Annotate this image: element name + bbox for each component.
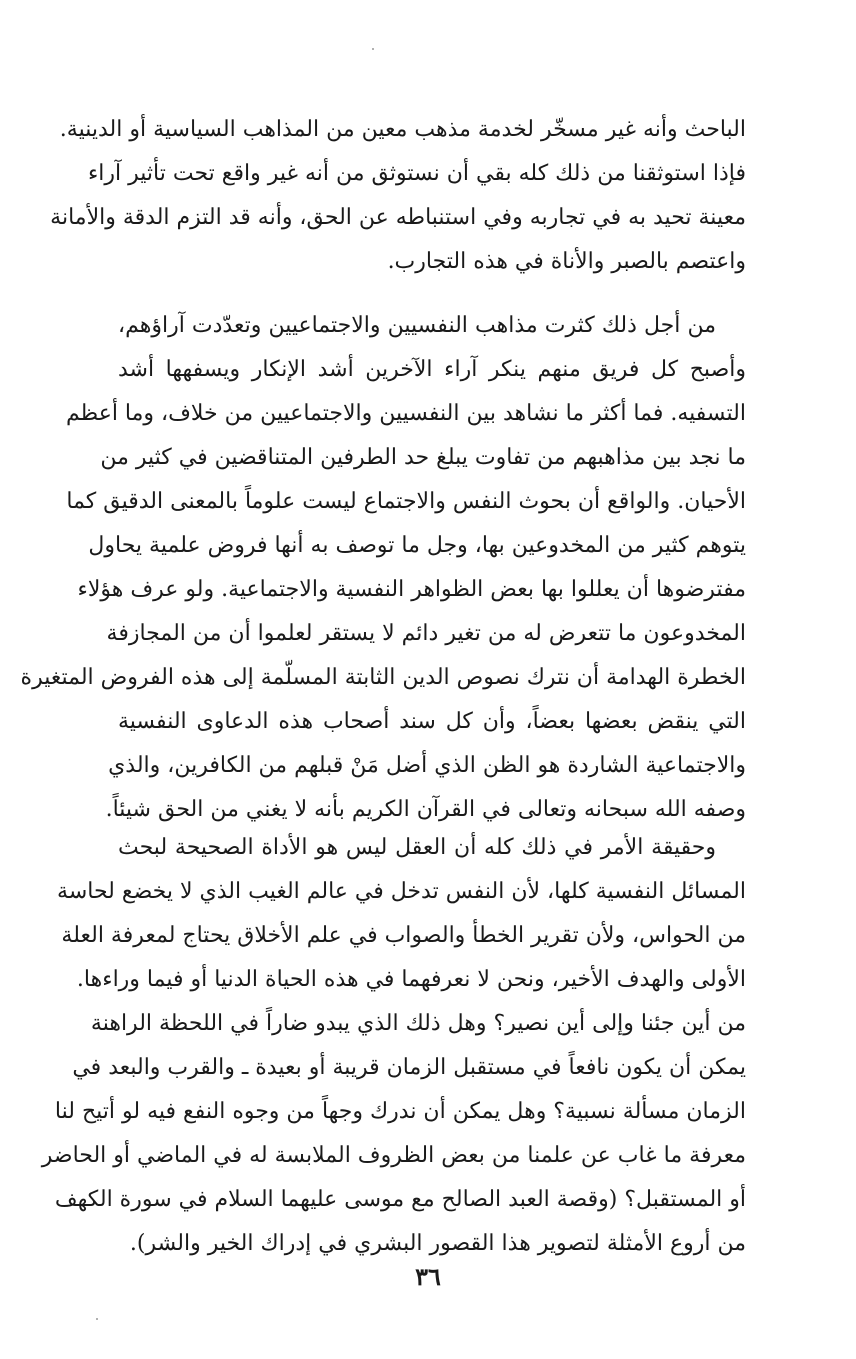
- scan-speck: [96, 1318, 98, 1320]
- text-line: وأصبح كل فريق منهم ينكر آراء الآخرين أشد الإنكار ويسفهها أشد: [118, 357, 746, 382]
- text-line: والاجتماعية الشاردة هو الظن الذي أضل مَنْ قبلهم من الكافرين، والذي: [108, 753, 746, 778]
- text-line: واعتصم بالصبر والأناة في هذه التجارب.: [387, 249, 746, 274]
- text-line: من أين جئنا وإلى أين نصير؟ وهل ذلك الذي يبدو ضاراً في اللحظة الراهنة: [90, 1011, 746, 1036]
- page-number: ٣٦: [415, 1262, 441, 1291]
- text-line: التسفيه. فما أكثر ما نشاهد بين النفسيين والاجتماعيين من خلاف، وما أعظم: [66, 401, 746, 426]
- text-line: وحقيقة الأمر في ذلك كله أن العقل ليس هو الأداة الصحيحة لبحث: [118, 835, 716, 860]
- text-line: الباحث وأنه غير مسخّر لخدمة مذهب معين من المذاهب السياسية أو الدينية.: [59, 117, 746, 142]
- text-line: فإذا استوثقنا من ذلك كله بقي أن نستوثق من أنه غير واقع تحت تأثير آراء: [87, 161, 746, 186]
- text-line: وصفه الله سبحانه وتعالى في القرآن الكريم بأنه لا يغني من الحق شيئاً.: [105, 797, 746, 822]
- text-line: يمكن أن يكون نافعاً في مستقبل الزمان قريبة أو بعيدة ـ والقرب والبعد في: [72, 1055, 746, 1080]
- text-line: ما نجد بين مذاهبهم من تفاوت يبلغ حد الطرفين المتناقضين في كثير من: [100, 445, 746, 470]
- text-line: المسائل النفسية كلها، لأن النفس تدخل في عالم الغيب الذي لا يخضع لحاسة: [57, 879, 746, 904]
- text-line: الخطرة الهدامة أن نترك نصوص الدين الثابتة المسلّمة إلى هذه الفروض المتغيرة: [20, 665, 746, 690]
- paragraph-3: [41, 826, 746, 1266]
- paragraph-2: [20, 304, 746, 832]
- text-line: الزمان مسألة نسبية؟ وهل يمكن أن ندرك وجهاً من وجوه النفع فيه لو أتيح لنا: [54, 1099, 746, 1124]
- text-line: أو المستقبل؟ (وقصة العبد الصالح مع موسى عليهما السلام في سورة الكهف: [54, 1187, 746, 1212]
- scan-speck: [372, 48, 374, 50]
- text-line: معينة تحيد به في تجاربه وفي استنباطه عن الحق، وأنه قد التزم الدقة والأمانة: [50, 205, 746, 230]
- text-line: معرفة ما غاب عن علمنا من بعض الظروف الملابسة له في الماضي أو الحاضر: [41, 1143, 746, 1168]
- text-line: التي ينقض بعضها بعضاً، وأن كل سند أصحاب هذه الدعاوى النفسية: [118, 709, 746, 734]
- text-line: الأولى والهدف الأخير، ونحن لا نعرفهما في هذه الحياة الدنيا أو فيما وراءها.: [76, 967, 746, 992]
- text-line: الأحيان. والواقع أن بحوث النفس والاجتماع ليست علوماً بالمعنى الدقيق كما: [66, 489, 746, 514]
- text-line: المخدوعون ما تتعرض له من تغير دائم لا يستقر لعلموا أن من المجازفة: [106, 621, 746, 646]
- text-line: مفترضوها أن يعللوا بها بعض الظواهر النفسية والاجتماعية. ولو عرف هؤلاء: [77, 577, 746, 602]
- text-line: من الحواس، ولأن تقرير الخطأ والصواب في علم الأخلاق يحتاج لمعرفة العلة: [61, 923, 746, 948]
- text-line: من أروع الأمثلة لتصوير هذا القصور البشري في إدراك الخير والشر).: [129, 1231, 746, 1256]
- text-line: يتوهم كثير من المخدوعين بها، وجل ما توصف به أنها فروض علمية يحاول: [88, 533, 746, 558]
- paragraph-1: [50, 108, 746, 284]
- text-line: من أجل ذلك كثرت مذاهب النفسيين والاجتماعيين وتعدّدت آراؤهم،: [118, 313, 716, 338]
